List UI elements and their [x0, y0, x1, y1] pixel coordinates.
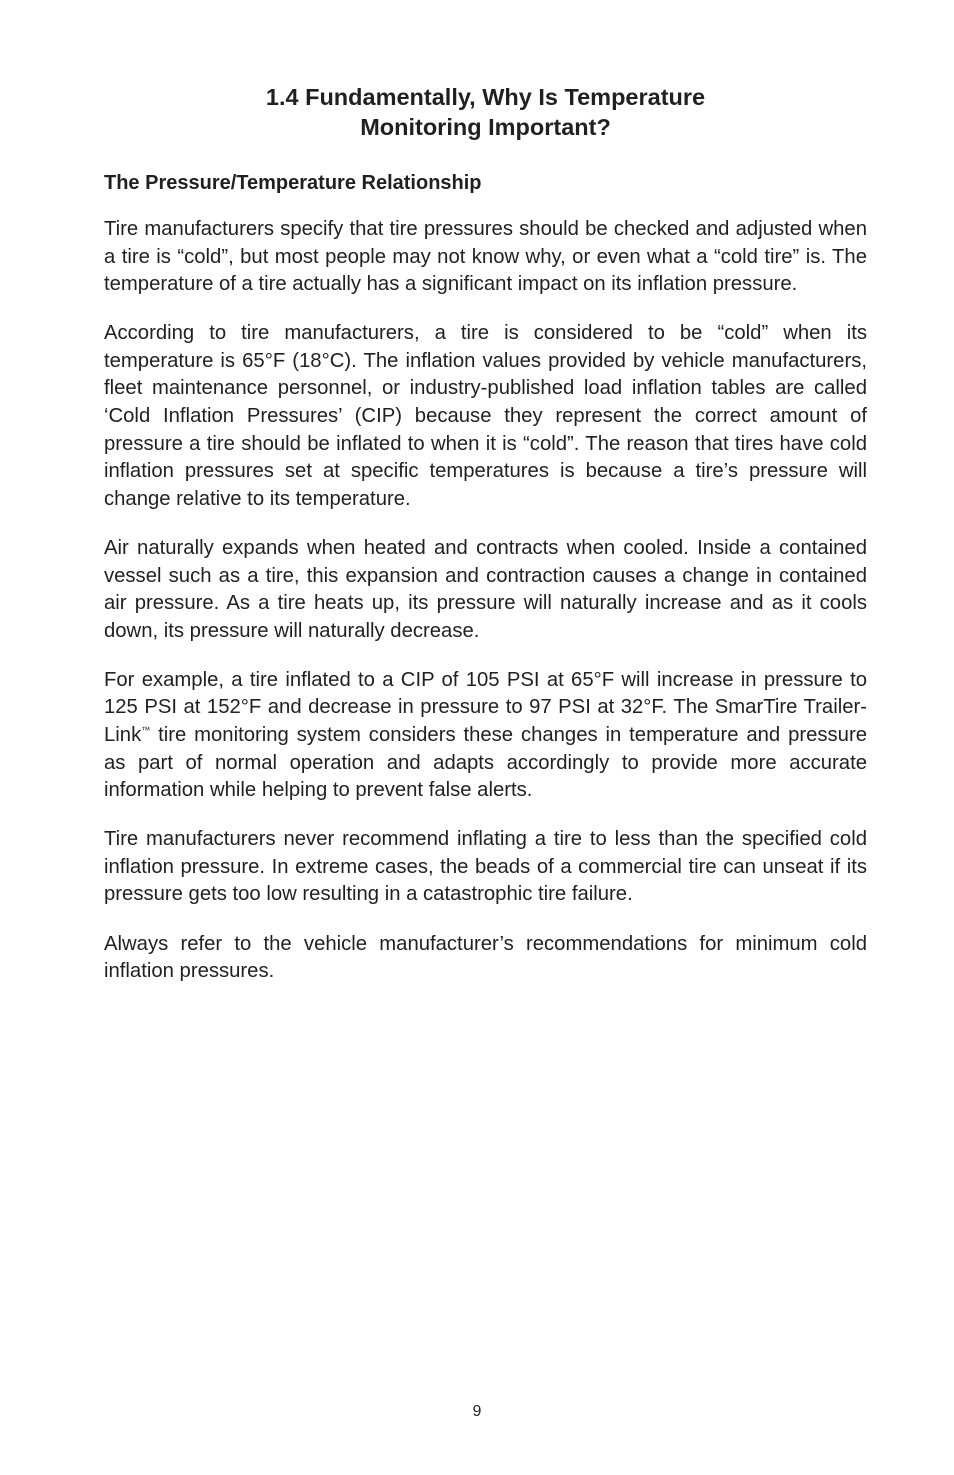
page-number: 9	[472, 1403, 482, 1420]
subheading: The Pressure/Temperature Relationship	[104, 172, 482, 194]
example-text-end: tire monitoring system considers these changes in temperature and pressure as part of normal operation and adapts accordingly to provide more accurate information while helping to prevent false alerts.	[104, 724, 867, 802]
section-title	[104, 82, 867, 142]
example-text-start: For example, a tire inflated to a CIP of 105 PSI at 65°F will increase in pressure to 125 PSI at 152°F and decrease in pressure to 97 PSI at 32°F. The SmarTire Trailer-Link	[104, 668, 867, 746]
body-text	[104, 216, 867, 1007]
paragraph-air-expansion: Air naturally expands when heated and contracts when cooled. Inside a contained vessel such as a tire, this expansion and contraction causes a change in contained air pressure. As a tire heats up, its pressure will naturally increase and as it cools down, its pressure will naturally decrease.	[104, 536, 867, 642]
section-title-line-2: Monitoring Important?	[360, 114, 611, 140]
section-title-line-1: 1.4 Fundamentally, Why Is Temperature	[265, 84, 706, 110]
paragraph-recommendation: Always refer to the vehicle manufacturer’s recommendations for minimum cold inflation pressures.	[104, 932, 867, 983]
paragraph-example	[104, 667, 867, 805]
paragraph-underinflation: Tire manufacturers never recommend inflating a tire to less than the specified cold inflation pressure. In extreme cases, the beads of a commercial tire can unseat if its pressure gets too low resulting in a catastrophic tire failure.	[104, 828, 867, 906]
paragraph-cold-definition: According to tire manufacturers, a tire is considered to be “cold” when its temperature is 65°F (18°C). The inflation values provided by vehicle manufacturers, fleet maintenance personnel, or industry-published load inflation tables are called ‘Cold Inflation Pressures’ (CIP) because they represent the correct amount of pressure a tire should be inflated to when it is “cold”. The reason that tires have cold inflation pressures set at specific temperatures is because a tire’s pressure will change relative to its temperature.	[104, 322, 867, 510]
paragraph-cold-tire: Tire manufacturers specify that tire pressures should be checked and adjusted when a tire is “cold”, but most people may not know why, or even what a “cold tire” is. The temperature of a tire actually has a significant impact on its inflation pressure.	[104, 218, 867, 296]
trademark-symbol: ™	[141, 725, 151, 735]
